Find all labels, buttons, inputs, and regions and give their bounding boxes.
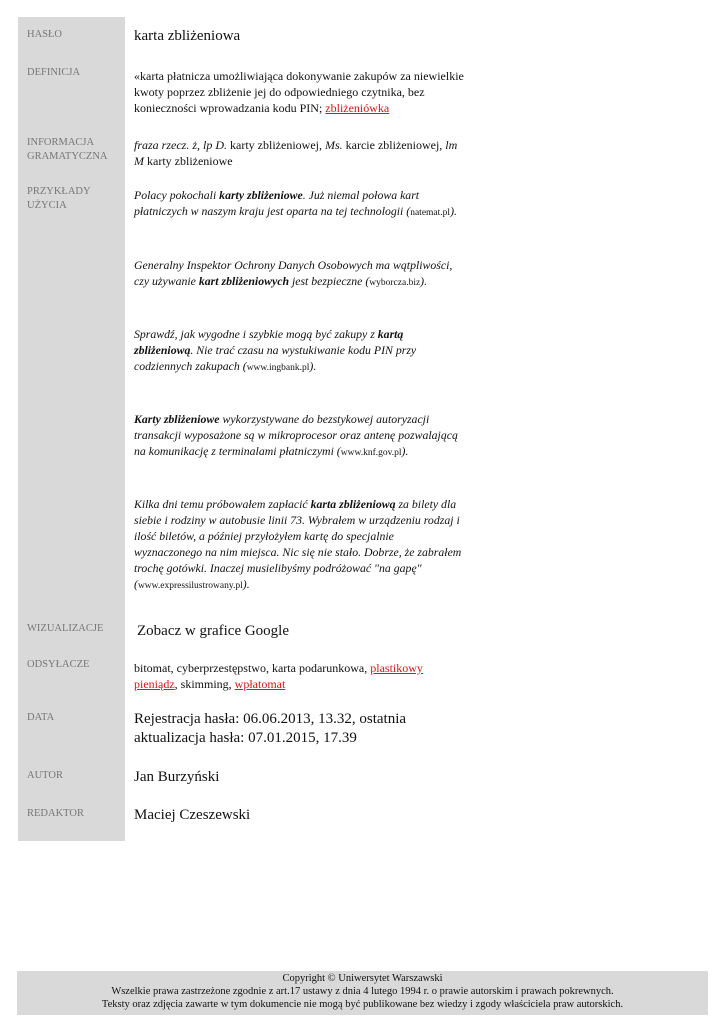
grammar-part3: Ms. (324, 138, 343, 152)
headword: karta zbliżeniowa (134, 28, 241, 44)
row-examples (18, 171, 468, 611)
label-odsylacze: ODSYŁACZE (18, 647, 125, 700)
label-przyklady-line1: PRZYKŁADY (27, 186, 91, 197)
example-end: ). (242, 577, 250, 591)
example-text: . Nie trać czasu na wystukiwanie kodu PIN przy codziennych zakupach ( (134, 343, 417, 373)
example-text: . Już niemal połowa kart płatniczych w naszym kraju jest oparta na tej technologii ( (134, 188, 420, 218)
row-visualization (18, 611, 468, 647)
example-text: Generalny Inspektor Ochrony Danych Osobowych ma wątpliwości, czy używanie (134, 258, 453, 288)
example-text: za bilety dla siebie i rodziny w autobusie linii 73. Wybrałem w urządzeniu rodzaj i ilość biletów, a później przyłożyłem kartę do specjalnie wyznaczonego na nim miejsca. Nic się nie stało. Dobrze, że zabrałem trochę gotówki. Inaczej musielibyśmy podróżować "na gapę" ( (134, 497, 462, 591)
example-headword: karty zbliżeniowe (219, 188, 303, 202)
label-wizualizacje: WIZUALIZACJE (18, 611, 125, 647)
example-text: jest bezpieczne ( (289, 274, 370, 288)
label-definicja: DEFINICJA (18, 55, 125, 125)
label-redaktor: REDAKTOR (18, 796, 125, 841)
grammar-info (134, 125, 468, 169)
row-grammar (18, 125, 468, 171)
example-text: Polacy pokochali (134, 188, 220, 202)
example-item (134, 496, 464, 594)
row-author (18, 758, 468, 796)
example-source: natemat.pl (410, 208, 451, 218)
example-headword: karta zbliżeniową (310, 497, 396, 511)
crossref-link[interactable]: wpłatomat (234, 677, 286, 691)
example-source: www.knf.gov.pl (340, 448, 402, 458)
label-informacja (18, 125, 125, 171)
example-headword: kart zbliżeniowych (198, 274, 289, 288)
label-przyklady (18, 171, 125, 611)
example-source: www.expressilustrowany.pl (137, 581, 243, 591)
grammar-part6: karty zbliżeniowe (144, 154, 233, 168)
example-item (134, 257, 464, 291)
definition (134, 55, 468, 116)
example-end: ). (401, 444, 409, 458)
footer-line-3: Teksty oraz zdjęcia zawarte w tym dokumencie nie mogą być publikowane bez wiedzy i zgody właściciela praw autorskich. (101, 999, 624, 1010)
definition-link[interactable]: zbliżeniówka (325, 101, 390, 115)
example-text: wykorzystywane do bezstykowej autoryzacji transakcji wyposażone są w mikroprocesor oraz antenę pozwalającą na komunikację z terminalami płatniczymi ( (134, 412, 458, 458)
copyright-footer (17, 971, 708, 1015)
row-date (18, 700, 468, 758)
editor-name: Maciej Czeszewski (134, 807, 251, 823)
example-end: ). (420, 274, 428, 288)
example-source: wyborcza.biz (369, 278, 421, 288)
grammar-part1: fraza rzecz. ż, lp D. (134, 138, 228, 152)
footer-line-2: Wszelkie prawa zastrzeżone zgodnie z art.17 ustawy z dnia 4 lutego 1994 r. o prawie autorskim i prawach pokrewnych. (111, 986, 614, 997)
label-haslo: HASŁO (18, 17, 125, 55)
example-item (134, 326, 434, 376)
example-end: ). (450, 204, 457, 218)
crossref-text: bitomat, cyberprzestępstwo, karta podarunkowa, (134, 661, 371, 675)
row-crossrefs (18, 647, 468, 700)
author-name: Jan Burzyński (134, 769, 220, 785)
dictionary-entry (18, 17, 468, 841)
row-editor (18, 796, 468, 841)
crossrefs (134, 647, 434, 692)
example-source: www.ingbank.pl (246, 363, 310, 373)
label-data: DATA (18, 700, 125, 758)
example-headword: kartą zbliżeniową (134, 327, 404, 357)
label-autor: AUTOR (18, 758, 125, 796)
grammar-part4: karcie zbliżeniowej, (342, 138, 446, 152)
example-text: Kilka dni temu próbowałem zapłacić (134, 497, 311, 511)
example-end: ). (309, 359, 317, 373)
crossref-text: , skimming, (174, 677, 235, 691)
visualization-link[interactable]: Zobacz w grafice Google (137, 623, 290, 639)
row-headword (18, 17, 468, 55)
label-przyklady-line2: UŻYCIA (27, 200, 67, 211)
grammar-part2: karty zbliżeniowej, (227, 138, 325, 152)
example-text: Sprawdź, jak wygodne i szybkie mogą być zakupy z (134, 327, 378, 341)
grammar-part5: lm M (134, 138, 458, 168)
date-text: Rejestracja hasła: 06.06.2013, 13.32, ostatnia aktualizacja hasła: 07.01.2015, 17.39 (134, 711, 407, 746)
label-informacja-line2: GRAMATYCZNA (27, 151, 108, 162)
label-informacja-line1: INFORMACJA (27, 137, 95, 148)
row-definition (18, 55, 468, 125)
example-headword: Karty zbliżeniowe (134, 412, 220, 426)
crossref-link[interactable]: plastikowy pieniądz (134, 661, 423, 691)
example-item (134, 187, 464, 221)
footer-line-1: Copyright © Uniwersytet Warszawski (282, 973, 443, 984)
example-item (134, 411, 464, 461)
definition-text: «karta płatnicza umożliwiająca dokonywanie zakupów za niewielkie kwoty poprzez zbliżenie jej do odpowiedniego czytnika, bez konieczności wprowadzania kodu PIN; (134, 69, 464, 115)
